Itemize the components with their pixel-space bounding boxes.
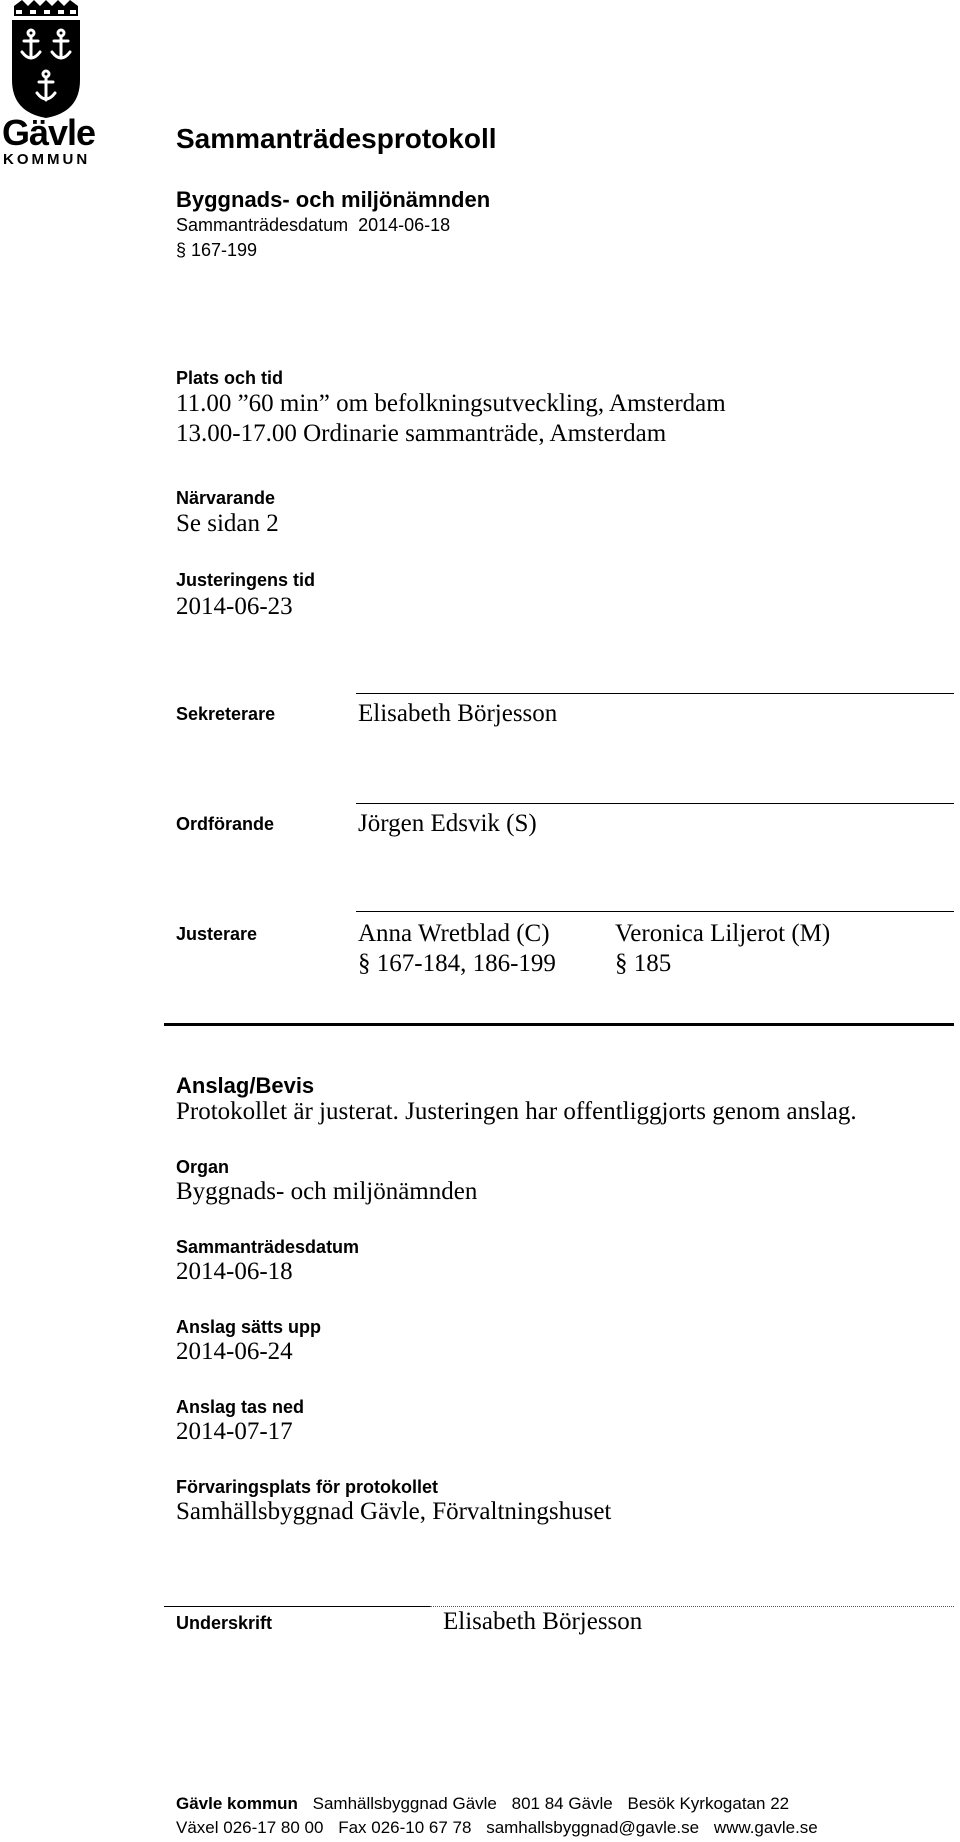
document-title: Sammanträdesprotokoll [176,123,497,154]
committee-name: Byggnads- och miljönämnden [176,187,491,212]
meeting-date-line: Sammanträdesdatum 2014-06-18 [176,215,451,235]
adjuster-2-name: Veronica Liljerot (M) [615,920,831,947]
logo-subtitle: KOMMUN [3,151,91,168]
notice-date-label: Sammanträdesdatum [176,1237,360,1257]
adjuster-1-paragraphs: § 167-184, 186-199 [358,950,556,977]
signature-dotted-line [430,1606,954,1607]
signature-label: Underskrift [176,1613,273,1633]
footer-dept: Samhällsbyggnad Gävle [312,1794,497,1813]
chair-name: Jörgen Edsvik (S) [358,810,537,837]
secretary-signature-line [356,693,954,694]
present-label: Närvarande [176,488,276,508]
place-time-label: Plats och tid [176,368,284,388]
footer-email[interactable]: samhallsbyggnad@gavle.se [486,1818,700,1837]
footer-line-1 [176,1794,789,1814]
posted-label: Anslag sätts upp [176,1317,322,1337]
storage-label: Förvaringsplats för protokollet [176,1477,439,1497]
removed-value: 2014-07-17 [176,1418,293,1445]
footer-fax: Fax 026-10 67 78 [338,1818,472,1837]
logo-wordmark: Gävle [2,112,96,153]
footer-line-2 [176,1818,818,1838]
adjuster-2-paragraphs: § 185 [615,950,672,977]
chair-label: Ordförande [176,814,275,834]
notice-text: Protokollet är justerat. Justeringen har offentliggjorts genom anslag. [176,1098,857,1125]
place-time-line-2: 13.00-17.00 Ordinarie sammanträde, Amsterdam [176,420,667,447]
paragraph-range: § 167-199 [176,240,258,260]
adjust-time-value: 2014-06-23 [176,593,293,620]
place-time-line-1: 11.00 ”60 min” om befolkningsutveckling, Amsterdam [176,390,726,417]
adjusters-label: Justerare [176,924,258,944]
present-value: Se sidan 2 [176,510,279,537]
adjusters-signature-line [356,911,954,912]
section-divider [164,1023,954,1026]
adjuster-1-name: Anna Wretblad (C) [358,920,550,947]
footer-phone: Växel 026-17 80 00 [176,1818,324,1837]
organ-value: Byggnads- och miljönämnden [176,1178,478,1205]
notice-heading: Anslag/Bevis [176,1073,315,1098]
secretary-name: Elisabeth Börjesson [358,700,558,727]
footer-org: Gävle kommun [176,1794,298,1813]
notice-date-value: 2014-06-18 [176,1258,293,1285]
removed-label: Anslag tas ned [176,1397,305,1417]
organ-label: Organ [176,1157,230,1177]
footer-website[interactable]: www.gavle.se [713,1818,818,1837]
signature-name: Elisabeth Börjesson [443,1608,643,1635]
adjust-time-label: Justeringens tid [176,570,316,590]
posted-value: 2014-06-24 [176,1338,293,1365]
storage-value: Samhällsbyggnad Gävle, Förvaltningshuset [176,1498,612,1525]
footer-postal: 801 84 Gävle [511,1794,613,1813]
secretary-label: Sekreterare [176,704,276,724]
chair-signature-line [356,803,954,804]
footer-visit-address: Besök Kyrkogatan 22 [627,1794,790,1813]
signature-label-line [164,1606,430,1607]
